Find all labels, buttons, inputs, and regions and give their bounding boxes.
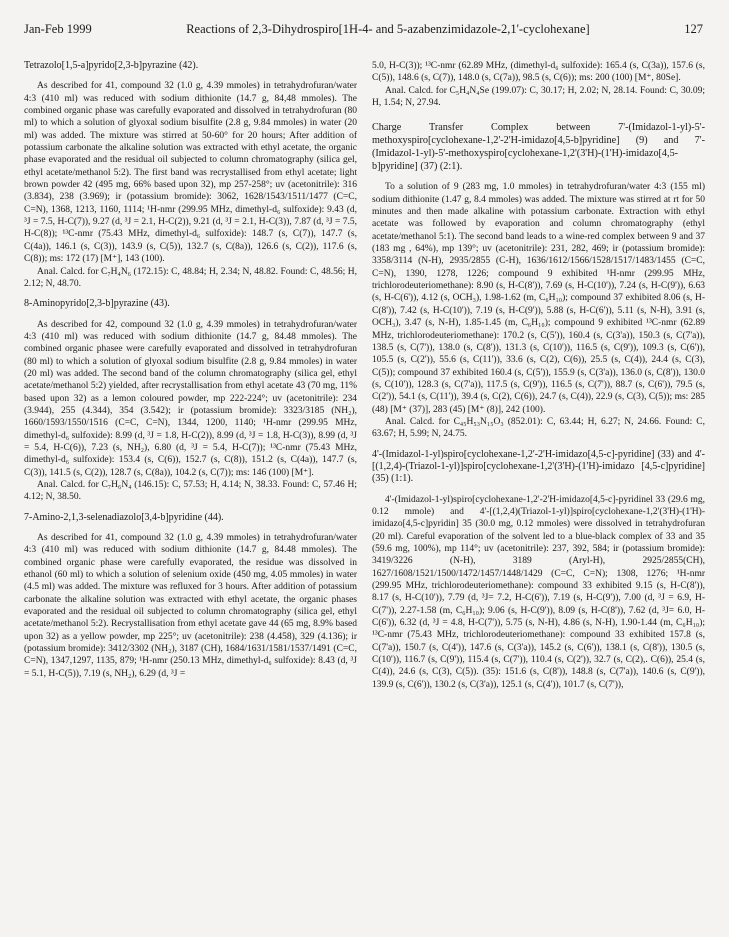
running-header <box>24 22 703 37</box>
right-column <box>372 60 705 691</box>
complex-9-37-heading: Charge Transfer Complex between 7'-(Imidazol-1-yl)-5'-methoxyspiro[cyclohexane-1,2'-2'H-imidazo[4,5-b]pyridine] (9) and 7'-(Imidazol-1-yl)-5'-methoxyspiro[cyclohexane-1,2'(3'H)-(1'H)-imidazo[4,5-b]pyridine] (37) (2:1). <box>372 122 705 173</box>
compound-43-heading: 8-Aminopyrido[2,3-b]pyrazine (43). <box>24 298 170 310</box>
complex-9-37-procedure: To a solution of 9 (283 mg, 1.0 mmoles) in tetrahydrofuran/water 4:3 (155 ml) sodium dithionite (1.47 g, 8.4 mmoles) was added. The mixture was stirred at rt for 50 minutes and then made alkaline with potassium carbonate. Extraction with ethyl acetate was followed by evaporation and column chromatography (ethyl acetate/methanol 5:1). The second band leads to a wine-red complex between 9 and 37 (183 mg , 64%), mp 139°; uv (acetonitrile): 231, 282, 469; ir (potassium bromide): 3358/3114 (N-H), 2935/2855 (C-H), 1636/1612/1566/1528/1517/1483/1455 (C=C, C=N), 1390, 1278, 1226; compound 9 exhibited ¹H-nmr (299.95 MHz, trichlorodeuteriomethane): 8.90 (s, H-C(8')), 7.69 (s, H-C(10')), 7.24 (s, H-C(9')), 6.63 (s, H-C(6')), 4.12 (s, OCH₃), 1.98-1.62 (m, C₆H₁₀); compound 37 exhibited 8.06 (s, H-C(8')), 7.42 (s, H-C(10')), 7.19 (s, H-C(9')), 5.88 (s, H-C(6')), 5.11 (s, N-H), 3.91 (s, OCH₃), 3.47 (s, N-H), 1.85-1.45 (m, C₆H₁₀); compound 9 exhibited ¹³C-nmr (62.89 MHz, trichlorodeuteriomethane): 170.2 (s, C(5')), 160.4 (s, C(3'a)), 150.3 (s, C(7'a)), 138.5 (s, C(7')), 138.0 (s, C(8')), 131.3 (s, C(10')), 116.5 (s, C(9')), 109.3 (s, C(6')), 105.5 (s, C(2')), 55.6 (s, C(11')), 33.6 (s, C(2), C(6)), 25.5 (s, C(4)), 24.4 (s, C(3), C(5)); compound 37 exhibited 160.4 (s, C(5')), 155.9 (s, C(3'a)), 136.0 (s, C(8')), 130.0 (s, C(10')), 128.3 (s, C(7'a)), 117.5 (s, C(9')), 116.5 (s, C(7')), 88.7 (s, C(6')), 79.5 (s, C(2')), 54.1 (s, C(11')), 39.4 (s, C(2), C(6)), 24.7 (s, C(4)), 22.9 (s, C(3), C(5)); ms: 285 (48) [M⁺ (37)], 283 (45) [M⁺ (8)], 242 (100). <box>372 182 705 415</box>
compound-42-heading: Tetrazolo[1,5-a]pyrido[2,3-b]pyrazine (42). <box>24 60 199 71</box>
issue-date: Jan-Feb 1999 <box>24 22 92 36</box>
complex-9-37-analysis: Anal. Calcd. for C₄₅H₅₃N₁₅O₃ (852.01): C, 63.44; H, 6.27; N, 24.66. Found: C, 63.67; H, 5.99; N, 24.75. <box>372 416 705 440</box>
page-number: 127 <box>684 22 703 36</box>
compound-44-heading: 7-Amino-2,1,3-selenadiazolo[3,4-b]pyridine (44). <box>24 511 224 523</box>
compound-42-procedure: As described for 41, compound 32 (1.0 g, 4.39 mmoles) in tetrahydrofuran/water 4:3 (410 ml) was reduced with sodium dithionite (14.7 g, 84,48 mmoles). The combined organic phase was carefully evaporated and dissolved in tetrahydrofuran (80 ml) to which a solution of glyoxal sodium bisulfite (2.8 g, 9.84 mmoles) in water (20 ml) was added. The mixture was stirred at 50-60° for 20 hours; After addition of potassium carbonate the alkaline solution was extracted with ethyl acetate, the organic phase evaporated and the residual oil subjected to column chromatography (silica gel, ethyl acetate/methanol 5:2). The first band was recrystallised from ethyl acetate; light brown powder 42 (495 mg, 66% based upon 32), mp 257-258°; uv (acetonitrile): 316 (3.834), 238 (3.969); ir (potassium bromide): 3062, 1628/1543/1511/1477 (C=C, C=N), 1368, 1213, 1160, 1114; ¹H-nmr (299.95 MHz, dimethyl-d₆ sulfoxide): 9.43 (d, ³J = 7.5, H-C(7)), 9.27 (d, ³J = 2.1, H-C(2)), 9.21 (d, ³J = 2.1, H-C(3)), 7.87 (d, ³J = 7.5, H-C(8)); ¹³C-nmr (75.43 MHz, dimethyl-d₆ sulfoxide): 148.7 (s, C(7)), 147.7 (s, C(4a)), 146.1 (s, C(3)), 143.9 (s, C(5)), 132.7 (s, C(8a)), 126.6 (s, C(2)), 117.6 (s, C(8)); ms: 172 (17) [M⁺], 143 (100). <box>24 81 357 265</box>
complex-33-35-procedure: 4'-(Imidazol-1-yl)spiro[cyclohexane-1,2'-2'H-imidazo[4,5-c]-pyridinel 33 (29.6 mg, 0.12 mmole) and 4'-[(1,2,4)(Triazol-1-yl)]spiro[cyclohexane-1,2'(3'H)-(1'H)-imidazo[4,5-c]pyridin] 35 (30.0 mg, 0.12 mmoles) were dissolved in tetrahydrofuran (20 ml). Careful evaporation of the solvent led to a blue-black complex of 33 and 35 (59.6 mg, 100%), mp 114°; uv (acetonitrile): 237, 392, 584; ir (potassium bromide): 3419/3226 (N-H), 3189 (Aryl-H), 2925/2855(CH), 1627/1608/1521/1500/1472/1457/1448/1429 (C=C, C=N); 1308, 1276; ¹H-nmr (299.95 MHz, trichlorodeuteriomethane): compound 33 exhibited 9.15 (s, H-C(8')), 8.17 (s, H-C(10')), 7.79 (d, ³J= 7.2, H-C(6')), 7.19 (s, H-C(9')), 7.00 (d, ³J = 6.9, H-C(7')), 2.27-1.58 (m, C₆H₁₀); 9.06 (s, H-C(9')), 8.09 (s, H-C(8')), 7.62 (d, ³J= 6.0, H-C(6')), 6.32 (d, ³J = 4.8, H-C(7')), 5.75 (s, N-H), 4.86 (s, N-H), 1.90-1.44 (m, C₆H₁₀); ¹³C-nmr (75.43 MHz, trichlorodeuteriomethane): compound 33 exhibited 157.8 (s, C(7'a)), 150.7 (s, C(4')), 147.6 (s, C(3'a)), 145.2 (s, C(6')), 138.1 (s, C(8')), 130.5 (s, C(10')), 116.7 (s, C(9')), 115.4 (s, C(7')), 110.4 (s, C(2')), 32.7 (s, C(2),. C(6)), 25.4 (s, C(4)), 24.6 (s, C(3), C(5)). (35): 151.6 (s, C(8')), 148.8 (s, C(7'a)), 140.6 (s, C(9')), 139.9 (s, C(6')), 130.2 (s, C(3'a)), 125.1 (s, C(4')), 101.7 (s, C(7')), <box>372 494 705 690</box>
compound-44-analysis: Anal. Calcd. for C₅H₄N₄Se (199.07): C, 30.17; H, 2.02; N, 28.14. Found: C, 30.09; H, 1.54; N, 27.94. <box>372 85 705 109</box>
compound-42-analysis: Anal. Calcd. for C₇H₄N₆ (172.15): C, 48.84; H, 2.34; N, 48.82. Found: C, 48.56; H, 2.12; N, 48.70. <box>24 266 357 289</box>
compound-44-procedure: As described for 41, compound 32 (1.0 g, 4.39 mmoles) in tetrahydrofuran/water 4:3 (410 ml) was reduced with sodium dithionite (14.7 g, 84.48 mmoles). The combined organic phase were carefully evaporated, the residue was dissolved in ethanol (60 ml) to which a solution of selenium oxide (450 mg, 4.05 mmoles) in water (4.5 ml) was added. The mixture was refluxed for 3 hours. After addition of potassium carbonate the alkaline solution was extracted with ethyl acetate, the organic phases evaporated and the residual oil subjected to column chromatography (silica gel, ethyl acetate/methanol 5:2). Recrystallisation from ethyl acetate gave 44 (65 mg, 8.9% based upon 32) as a yellow powder, mp 225°; uv (acetonitrile): 238 (4.458), 329 (4.136); ir (potassium bromide): 3412/3302 (NH₂), 3187 (CH), 1684/1631/1581/1537/1491 (C=C, C=N), 1347,1297, 1135, 879; ¹H-nmr (250.13 MHz, dimethyl-d₆ sulfoxide): 8.43 (d, ³J = 5.1, H-C(5)), 7.19 (s, NH₂), 6.29 (d, ³J = <box>24 533 357 679</box>
compound-43-procedure: As described for 42, compound 32 (1.0 g, 4.39 mmoles) in tetrahydrofuran/water 4:3 (410 ml) was reduced with sodium dithionite (14.7 g, 84.48 mmoles). The combined organic phasee were carefully evaporated and dissolved in tetrahydrofuran (80 ml) to which a solution of glyoxal sodium bisulfite (2.8 g, 9.84 mmoles) in water (20 ml) was added. The second band of the column chromatography (silica gel, ethyl acetate/methanol 5:2) yielded, after recrystallisation from ethyl acetate 43 (70 mg, 11% based upon 32) as a lemon coloured powder, mp 222-224°; uv (acetonitrile): 234 (3.944), 255 (4.344), 354 (3.542); ir (potassium bromide): 3323/3185 (NH₂), 1660/1593/1550/1516 (C=C, C=N), 1344, 1200, 1140; ¹H-nmr (299.95 MHz, dimethyl-d₆ sulfoxide): 8.99 (d, ³J = 1.8, H-C(2)), 8.99 (d, ³J = 1.8, H-C(3)), 8.99 (d, ³J = 5.4, H-C(6)), 7.23 (s, NH₂), 6.80 (d, ³J = 5.4, H-C(7)); ¹³C-nmr (75.43 MHz, dimethyl-d₆ sulfoxide): 153.4 (s, C(6)), 152.7 (s, C(8)), 151.2 (s, C(4a)), 147.7 (s, C(3)), 141.5 (s, C(2)), 128.7 (s, C(8a)), 104.2 (s, C(7)); ms: 146 (100) [M⁺]. <box>24 319 357 478</box>
left-column <box>24 60 357 680</box>
complex-33-35-heading: 4'-(Imidazol-1-yl)spiro[cyclohexane-1,2'-2'H-imidazo[4,5-c]-pyridine] (33) and 4'-[(1,2,4)-(Triazol-1-yl)]spiro[cyclohexane-1,2'(3'H)-(1'H)-imidazo [4,5-c]pyridine] (35) (1:1). <box>372 448 705 485</box>
compound-43-analysis: Anal. Calcd. for C₇H₆N₄ (146.15): C, 57.53; H, 4.14; N, 38.33. Found: C, 57.46 H; 4.12; N, 38.50. <box>24 480 357 503</box>
compound-44-procedure-continued: 5.0, H-C(3)); ¹³C-nmr (62.89 MHz, (dimethyl-d₆ sulfoxide): 165.4 (s, C(3a)), 157.6 (s, C(5)), 148.6 (s, C(7)), 148.0 (s, C(7a)), 98.5 (s, C(6)); ms: 200 (100) [M⁺, 80Se]. <box>372 61 705 84</box>
running-title: Reactions of 2,3-Dihydrospiro[1H-4- and 5-azabenzimidazole-2,1'-cyclohexane] <box>186 22 590 36</box>
